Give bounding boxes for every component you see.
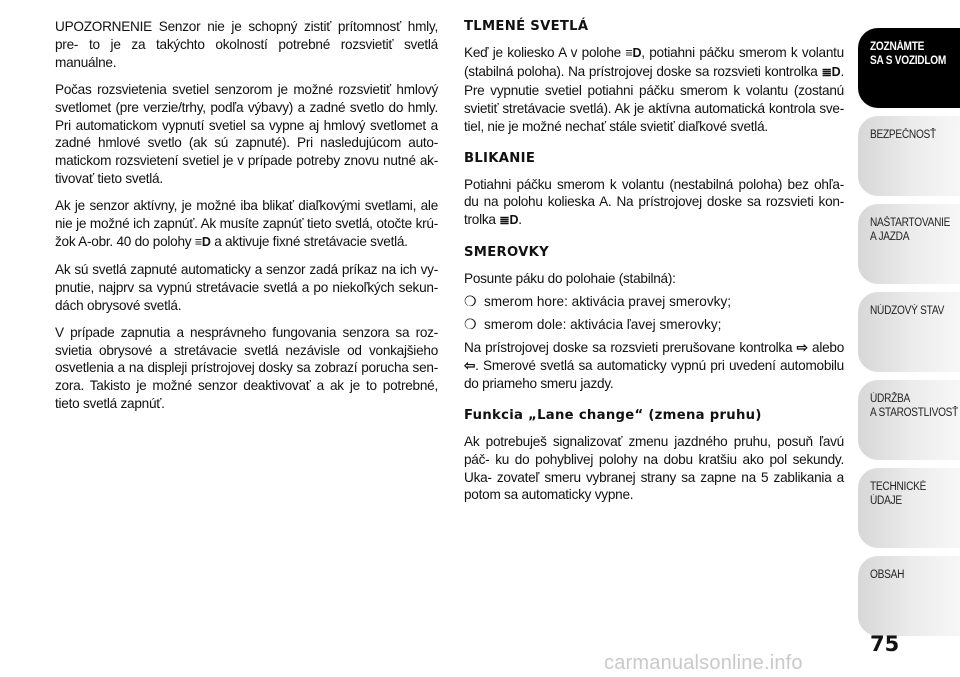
paragraph-sensor-active: [55, 197, 438, 252]
left-column: [55, 18, 438, 422]
tab-nudzovy-stav[interactable]: [858, 292, 960, 372]
tab-label: A STAROSTLIVOSŤ: [870, 407, 959, 419]
tab-label: TECHNICKÉ: [870, 481, 927, 493]
high-beam-icon: ≣D: [821, 64, 841, 79]
text: Potiahni páčku smerom k volantu (nestabilná poloha) bez ohľa- du na polohu kolieska A. Na prístrojovej doske sa rozsvieti kon- trolka: [464, 176, 844, 228]
bullet-icon: ❍: [464, 293, 477, 310]
tab-label: ÚDAJE: [870, 495, 902, 507]
heading-turn-signals: SMEROVKY: [464, 245, 550, 261]
tab-label: OBSAH: [870, 569, 905, 581]
paragraph-flashing: [464, 176, 844, 231]
text: .: [518, 212, 522, 228]
tab-zoznamte[interactable]: [858, 28, 960, 108]
text: Ak je senzor aktívny, je možné iba blikať diaľkovými svetlami, ale nie je možné ich zapnúť. Ak musíte zapnúť tieto svetlá, otočte krú- žok A-obr. 40 do polohy: [55, 198, 438, 249]
text: a aktivuje fixné stretávacie svetlá.: [214, 233, 408, 249]
paragraph-sensor-fault: V prípade zapnutia a nesprávneho fungovania senzora sa roz- svietia obrysové a stretávacie svetlá nezávisle od vonkajšieho osvetlenia a na displeji prístrojovej dosky sa zobrazí porucha sen- zora. Takisto je možné senzor deaktivovať a ak je to potrebné, tieto svetlá zapnúť.: [55, 324, 438, 412]
tab-label: A JAZDA: [870, 231, 910, 243]
high-beam-icon: ≣D: [499, 213, 519, 228]
paragraph-auto-off: Ak sú svetlá zapnuté automaticky a senzor zadá príkaz na ich vy- pnutie, najprv sa vypnú stretávacie svetlá a po niekoľkých sekun- dách obrysové svetlá.: [55, 261, 438, 313]
text: smerom hore: aktivácia pravej smerovky;: [484, 294, 732, 310]
text: smerom dole: aktivácia ľavej smerovky;: [484, 317, 722, 333]
warning-paragraph: UPOZORNENIE Senzor nie je schopný zistiť prítomnosť hmly, pre- to je za takýchto okolností potrebné rozsvietiť svetlá manuálne.: [55, 19, 438, 70]
paragraph-lane-change: Ak potrebuješ signalizovať zmenu jazdného pruhu, posuň ľavú páč- ku do pohyblivej polohy na dobu kratšiu ako pol sekundy. Uka- zovateľ smeru vybranej strany sa zapne na 5 zablikania a potom sa automaticky vypne.: [464, 433, 844, 503]
tab-label: NÚDZOVÝ STAV: [870, 305, 945, 317]
tab-udrzba[interactable]: [858, 380, 960, 460]
arrow-left-icon: ⇦: [464, 357, 476, 373]
bullet-icon: ❍: [464, 316, 477, 333]
tab-label: ÚDRŽBA: [870, 393, 911, 405]
text: Keď je koliesko A v polohe: [464, 45, 621, 60]
heading-lane-change: Funkcia „Lane change“ (zmena pruhu): [464, 407, 762, 423]
paragraph-turn-signals: Posunte páku do polohaie (stabilná):: [464, 271, 676, 287]
text: Na prístrojovej doske sa rozsvieti prerušovane kontrolka: [464, 339, 793, 355]
tab-label: SA S VOZIDLOM: [870, 55, 947, 67]
text: , potiahni páčku smerom k volantu (stabilná poloha). Na prístrojovej doske sa rozsvieti kontrolka: [464, 45, 844, 79]
tab-nastartovanie[interactable]: [858, 204, 960, 284]
tab-obsah[interactable]: [858, 556, 960, 636]
low-beam-icon: ≡D: [625, 46, 642, 60]
list-item: [464, 316, 844, 334]
text: . Pre vypnutie svetiel potiahni páčku smerom k volantu (zostanú svietiť stretávacie svetlá). Ak je aktívna automatická kontrola sve- tiel, nie je možné nechať stále svietiť diaľkové svetlá.: [464, 63, 844, 134]
tab-bezpecnost[interactable]: [858, 116, 960, 196]
right-column: [464, 18, 844, 513]
text: . Smerové svetlá sa automaticky vypnú pri uvedení automobilu do priameho smeru jazdy.: [464, 357, 844, 391]
chapter-tabs: [858, 28, 960, 644]
text: alebo: [812, 339, 845, 355]
heading-flashing: BLIKANIE: [464, 150, 536, 166]
tab-label: NAŠTARTOVANIE: [870, 217, 951, 229]
low-beam-icon: ≡D: [194, 234, 211, 249]
watermark: carmanualsonline.info: [604, 652, 803, 674]
arrow-right-icon: ⇨: [796, 339, 808, 355]
paragraph-fog-lights: Počas rozsvietenia svetiel senzorom je možné rozsvietiť hmlový svetlomet (pre verzie/trhy, podľa výbavy) a zadné svetlo do hmly. Pri automatickom vypnutí svetiel sa vypne aj hmlový svetlomet a zadné hmlové svetlo (ak sú zapnuté). Pri nasledujúcom auto- matickom rozsvietení svetiel je v prípade potreby znovu nutné ak- tivovať tieto svetlá.: [55, 81, 438, 187]
page-number: 75: [870, 632, 900, 656]
list-item: [464, 293, 844, 311]
tab-technicke-udaje[interactable]: [858, 468, 960, 548]
tab-label: BEZPEČNOSŤ: [870, 129, 936, 141]
heading-low-beams: TLMENÉ SVETLÁ: [464, 19, 589, 34]
paragraph-low-beams: [464, 44, 844, 136]
tab-label: ZOZNÁMTE: [870, 41, 925, 53]
turn-signal-list: [464, 293, 844, 334]
paragraph-indicator: [464, 339, 844, 393]
